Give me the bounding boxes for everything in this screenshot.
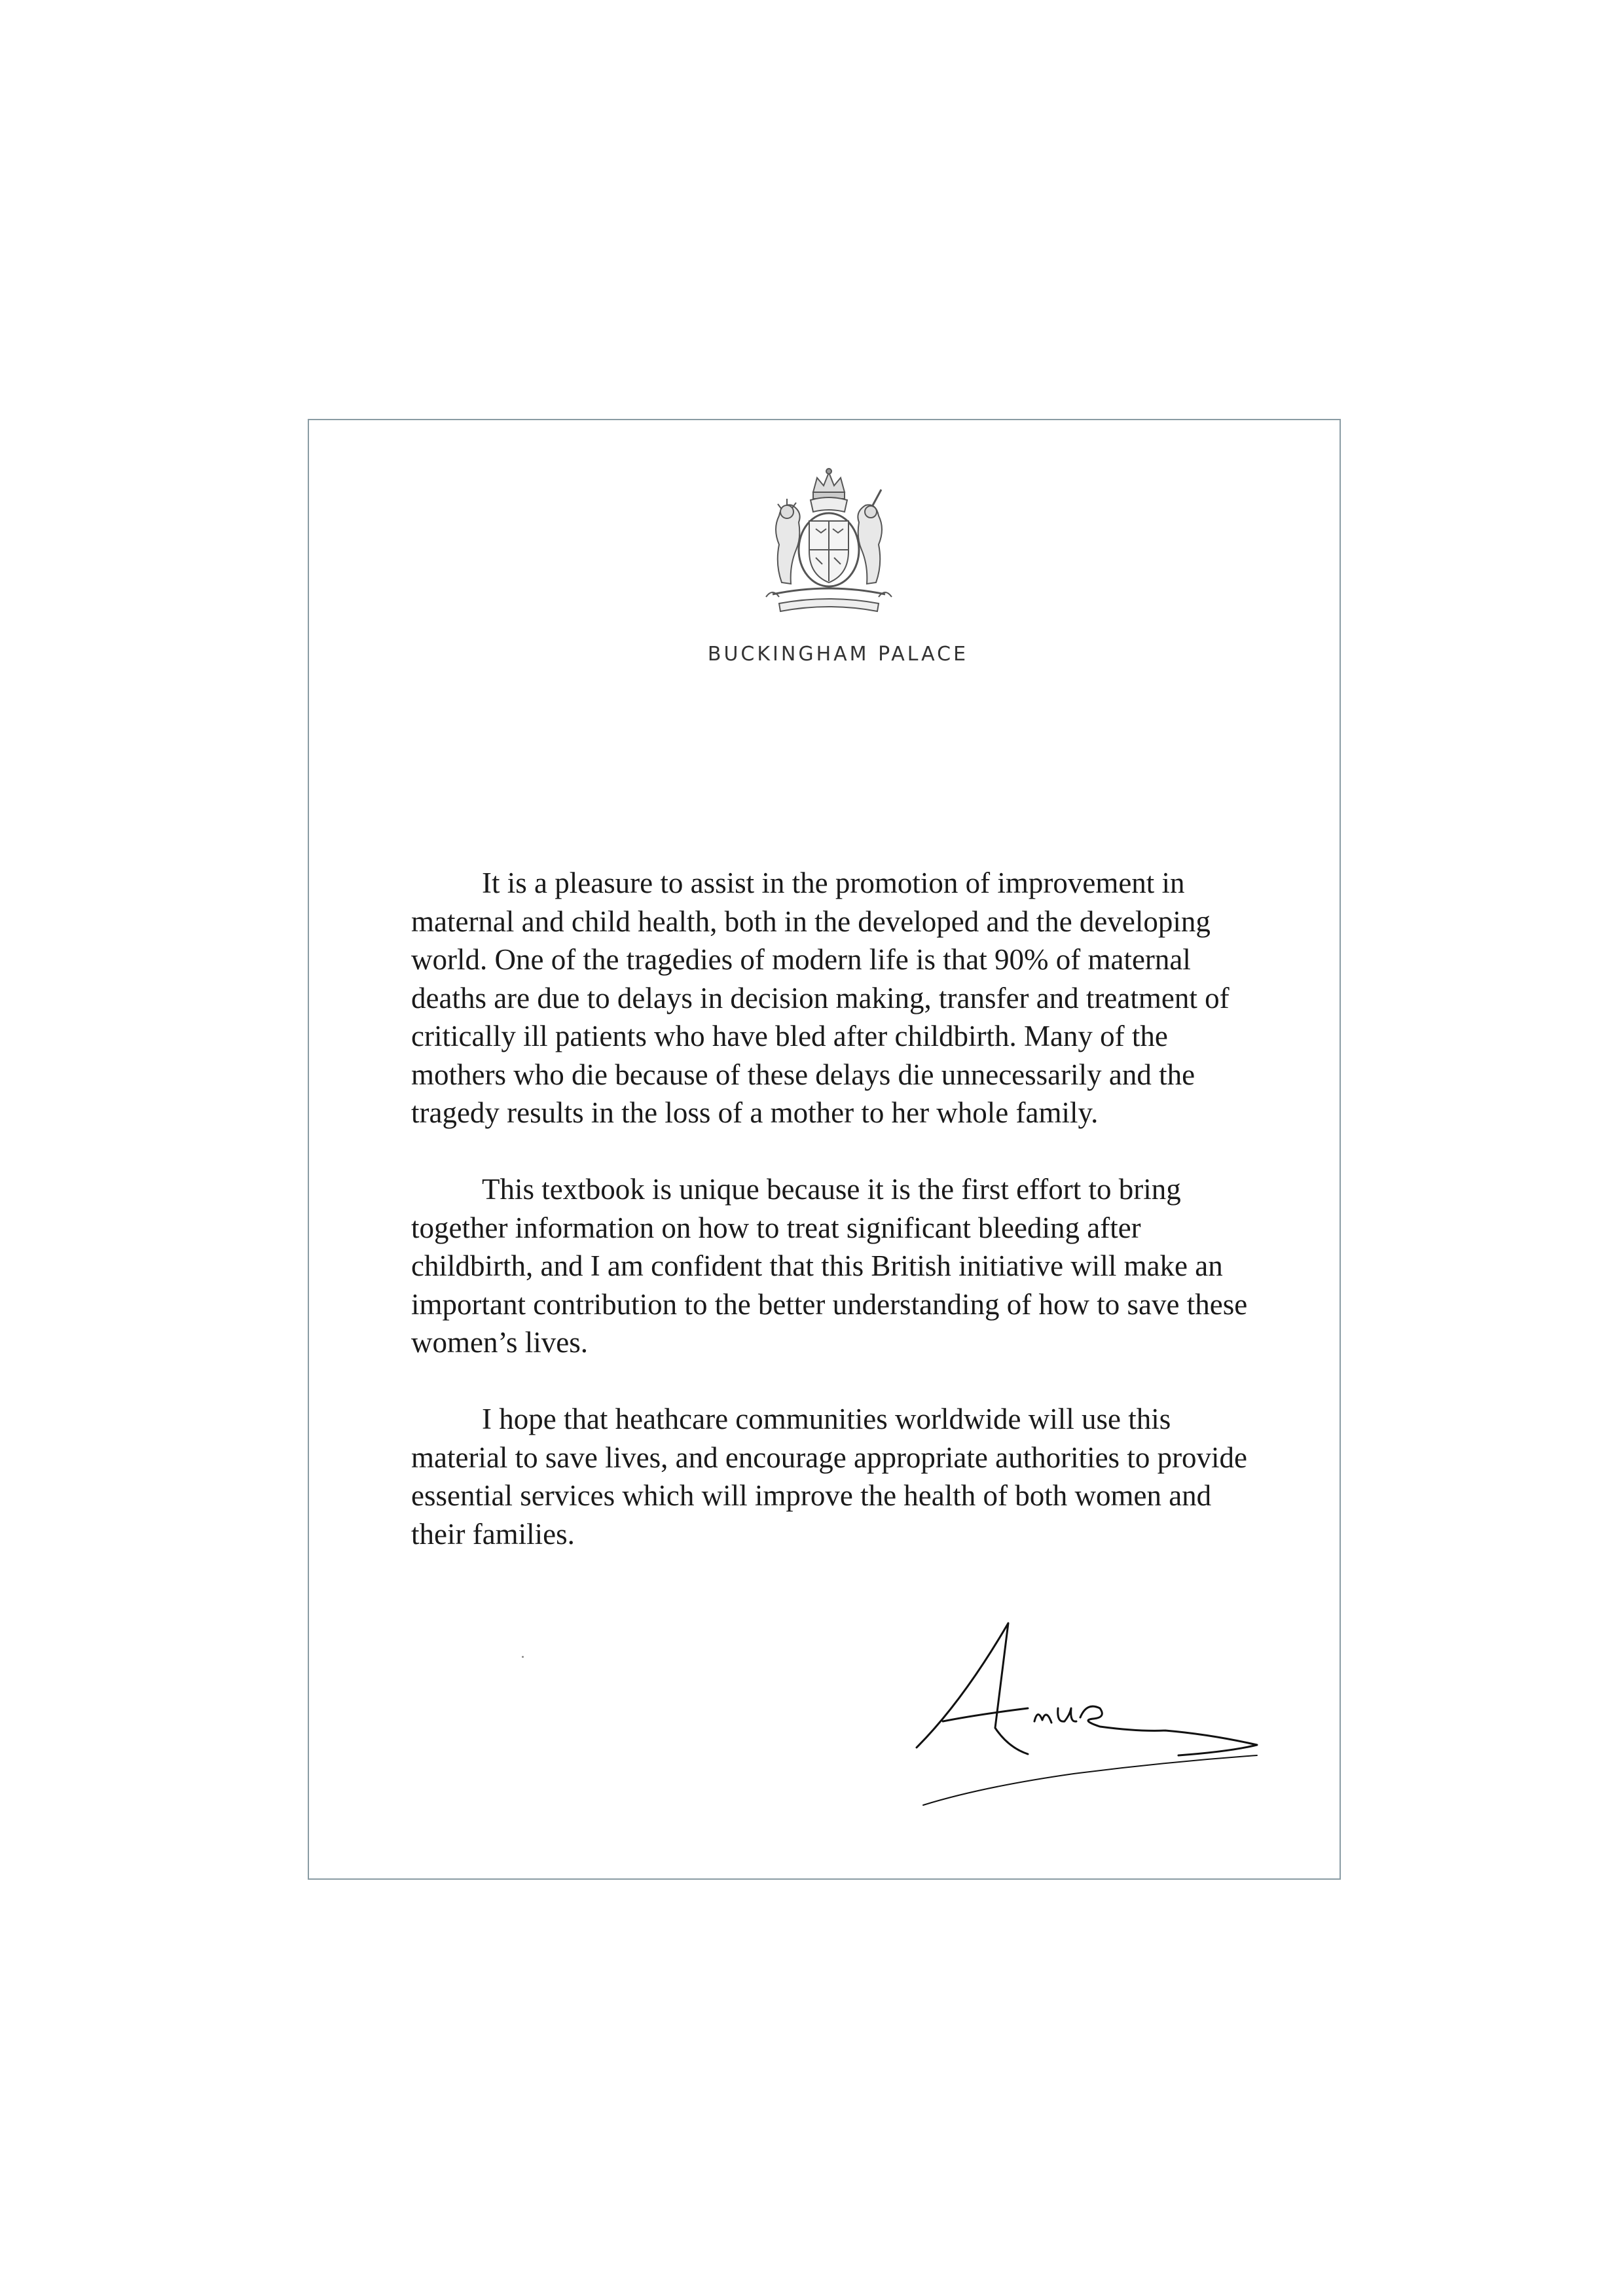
paragraph-3: I hope that heathcare communities worldwide will use this material to save lives, and encourage appropriate authorities to provide essential services which will improve the health of both women and their families. — [411, 1403, 1248, 1551]
letterhead-address: BUCKINGHAM PALACE — [707, 643, 969, 666]
paragraph-1: It is a pleasure to assist in the promotion of improvement in maternal and child health, both in the developed and the developing world. One of the tragedies of modern life is that 90% of maternal deaths are due to delays in decision making, transfer and treatment of critically ill patients who have bled after childbirth. Many of the mothers who die because of these delays die unnecessarily and the tragedy results in the loss of a mother to her whole family. — [411, 867, 1230, 1129]
paragraph-2: This textbook is unique because it is the first effort to bring together information on how to treat significant bleeding after childbirth, and I am confident that this British initiative will make an important contribution to the better understanding of how to save these women’s lives. — [411, 1173, 1248, 1359]
letter-body — [411, 864, 1262, 1592]
royal-coat-of-arms-icon — [753, 466, 905, 620]
stray-mark — [522, 1656, 524, 1658]
handwritten-signature-icon — [903, 1610, 1270, 1820]
